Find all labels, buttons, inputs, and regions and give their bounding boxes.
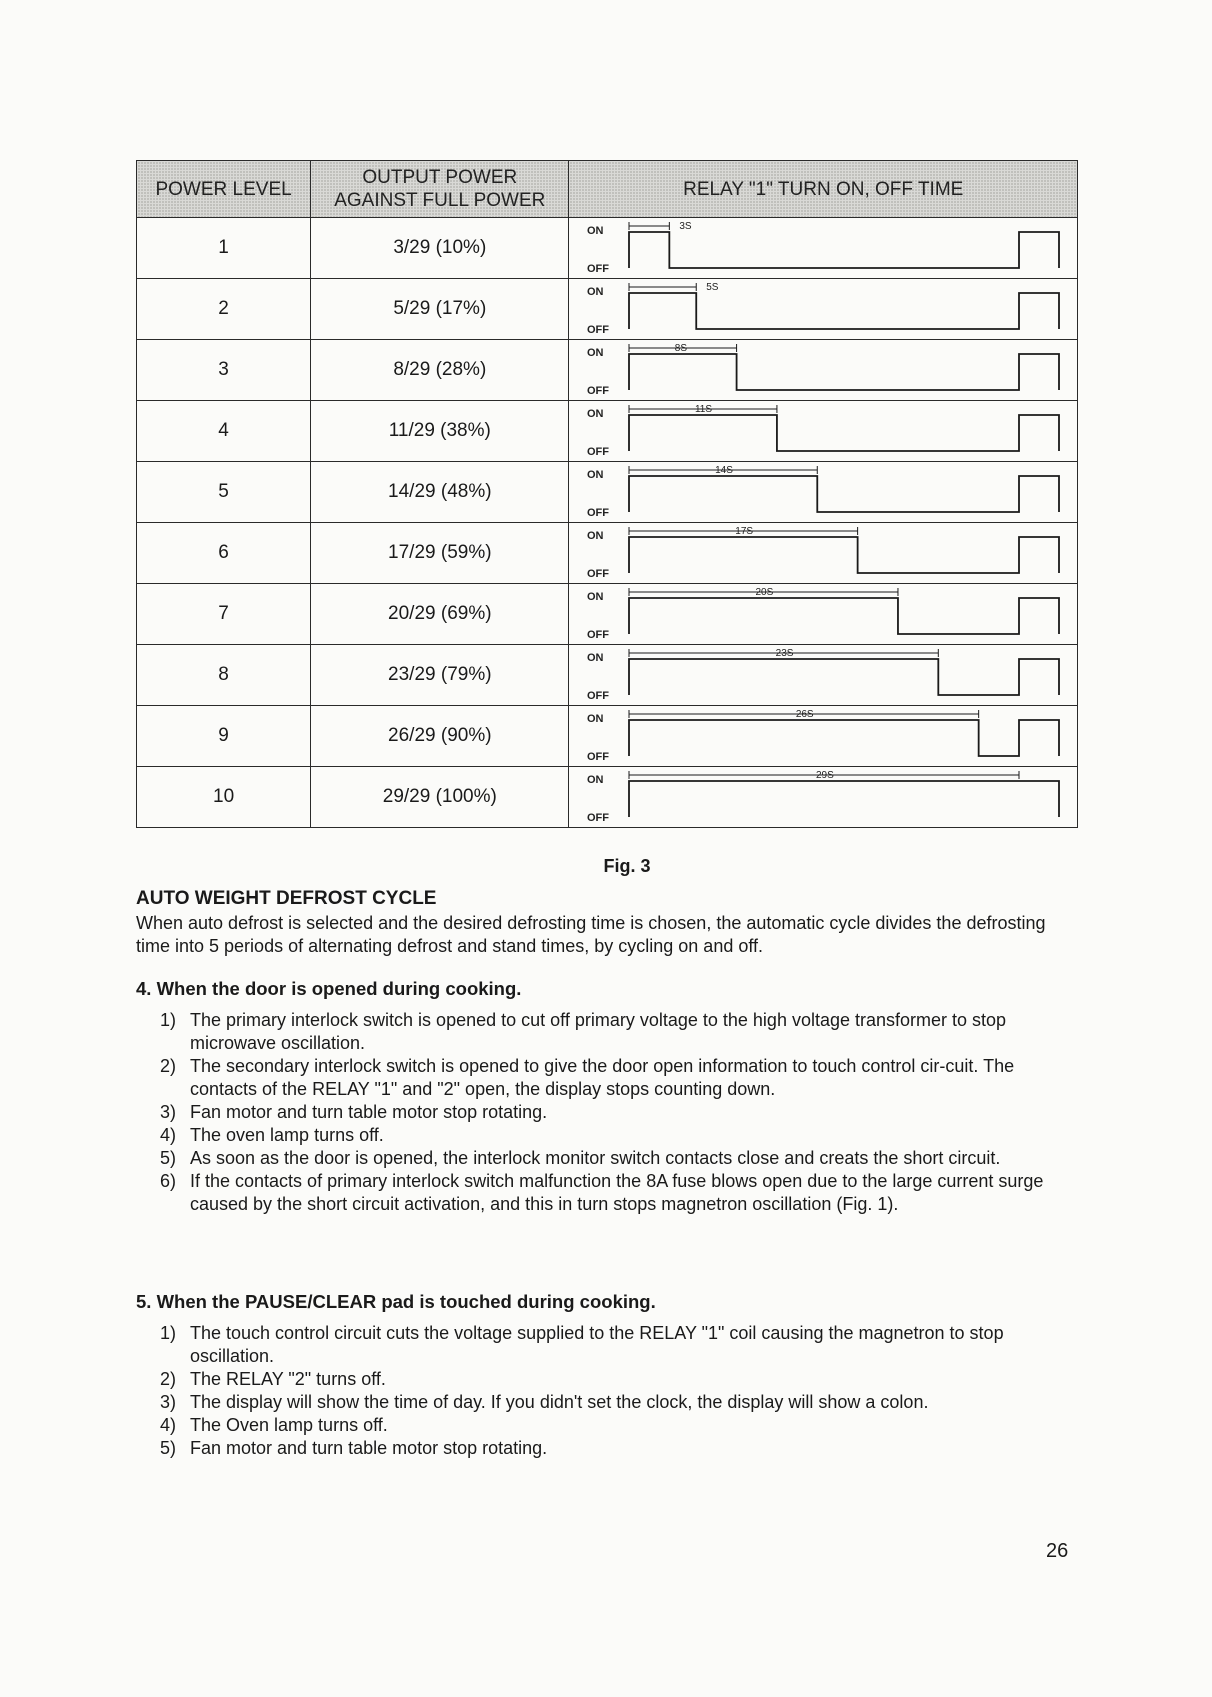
list-number: 2) (160, 1369, 177, 1389)
on-label: ON (587, 713, 604, 725)
list-item (160, 1368, 1080, 1391)
list-number: 4) (160, 1415, 177, 1435)
output-power-cell: 26/29 (90%) (311, 706, 569, 767)
list-item (160, 1391, 1080, 1414)
list-number: 5) (160, 1438, 177, 1458)
table-row (137, 523, 1078, 584)
list-item (160, 1147, 1080, 1170)
relay-waveform (569, 645, 1077, 705)
output-power-cell: 3/29 (10%) (311, 218, 569, 279)
relay-on-pulse (629, 659, 1059, 695)
on-time-label: 3S (679, 221, 693, 232)
figure-caption: Fig. 3 (603, 856, 651, 876)
table-row (137, 279, 1078, 340)
page-number: 26 (1046, 1540, 1069, 1562)
list-text: The display will show the time of day. If you didn't set the clock, the display will show a colon. (190, 1392, 929, 1412)
relay-waveform (569, 462, 1077, 522)
off-label: OFF (587, 385, 610, 397)
power-level-cell: 4 (137, 401, 311, 462)
output-power-cell: 17/29 (59%) (311, 523, 569, 584)
output-power-cell: 14/29 (48%) (311, 462, 569, 523)
list-item (160, 1170, 1080, 1216)
time-dimension-arrow (629, 283, 696, 291)
relay-timing-cell (569, 523, 1078, 584)
relay-on-pulse (629, 476, 1059, 512)
relay-timing-cell (569, 279, 1078, 340)
on-time-label: 11S (695, 404, 713, 415)
on-label: ON (587, 591, 604, 603)
relay-timing-cell (569, 645, 1078, 706)
on-label: ON (587, 225, 604, 237)
relay-waveform (569, 401, 1077, 461)
list-item (160, 1322, 1080, 1368)
power-level-cell: 1 (137, 218, 311, 279)
relay-waveform (569, 279, 1077, 339)
relay-on-pulse (629, 537, 1059, 573)
list-text: The touch control circuit cuts the voltage supplied to the RELAY "1" coil causing the magnetron to stop oscillation. (190, 1323, 1004, 1366)
on-time-label: 14S (715, 465, 734, 476)
list-text: The secondary interlock switch is opened to give the door open information to touch control cir-cuit. The contacts of the RELAY "1" and "2" open, the display stops counting down. (190, 1056, 1015, 1099)
header-power-level: POWER LEVEL (137, 161, 311, 218)
off-label: OFF (587, 690, 610, 702)
list-item (160, 1414, 1080, 1437)
on-label: ON (587, 530, 604, 542)
heading-pause-clear: 5. When the PAUSE/CLEAR pad is touched during cooking. (136, 1291, 656, 1312)
list-item (160, 1009, 1080, 1055)
on-time-label: 8S (675, 343, 688, 354)
list-text: As soon as the door is opened, the interlock monitor switch contacts close and creats the short circuit. (190, 1148, 1001, 1168)
off-label: OFF (587, 446, 610, 458)
time-dimension-arrow (629, 222, 669, 230)
relay-on-pulse (629, 293, 1059, 329)
list-item (160, 1101, 1080, 1124)
list-number: 3) (160, 1102, 177, 1122)
relay-on-pulse (629, 720, 1059, 756)
relay-waveform (569, 584, 1077, 644)
list-number: 5) (160, 1148, 177, 1168)
power-level-cell: 6 (137, 523, 311, 584)
off-label: OFF (587, 629, 610, 641)
table-row (137, 218, 1078, 279)
output-power-cell: 5/29 (17%) (311, 279, 569, 340)
on-time-label: 5S (706, 282, 719, 293)
relay-waveform (569, 218, 1077, 278)
table-body (137, 218, 1078, 828)
relay-on-pulse (629, 354, 1059, 390)
relay-on-pulse (629, 232, 1059, 268)
power-level-cell: 3 (137, 340, 311, 401)
list-number: 1) (160, 1323, 177, 1343)
list-text: The RELAY "2" turns off. (190, 1369, 386, 1389)
off-label: OFF (587, 751, 610, 763)
header-output-power (311, 161, 569, 218)
relay-waveform (569, 523, 1077, 583)
off-label: OFF (587, 812, 610, 824)
on-time-label: 17S (735, 526, 754, 537)
door-opened-list (160, 1009, 1080, 1216)
on-label: ON (587, 774, 604, 786)
table-row (137, 706, 1078, 767)
list-text: If the contacts of primary interlock switch malfunction the 8A fuse blows open due to the large current surge caused by the short circuit activation, and this in turn stops magnetron oscillation (Fig. 1). (190, 1171, 1044, 1214)
list-text: Fan motor and turn table motor stop rotating. (190, 1438, 548, 1458)
on-label: ON (587, 469, 604, 481)
list-item (160, 1055, 1080, 1101)
relay-timing-cell (569, 706, 1078, 767)
section-paragraph: When auto defrost is selected and the desired defrosting time is chosen, the automatic cycle divides the defrosting time into 5 periods of alternating defrost and stand times, by cycling on and off. (136, 913, 1046, 956)
relay-waveform (569, 706, 1077, 766)
on-label: ON (587, 652, 604, 664)
relay-on-pulse (629, 598, 1059, 634)
list-number: 6) (160, 1171, 177, 1191)
output-power-cell: 23/29 (79%) (311, 645, 569, 706)
table-row (137, 340, 1078, 401)
header-output-power-line2: AGAINST FULL POWER (334, 190, 546, 211)
relay-timing-cell (569, 462, 1078, 523)
on-time-label: 26S (796, 709, 815, 720)
power-level-cell: 7 (137, 584, 311, 645)
off-label: OFF (587, 507, 610, 519)
power-level-cell: 2 (137, 279, 311, 340)
on-label: ON (587, 408, 604, 420)
power-level-cell: 5 (137, 462, 311, 523)
header-relay-time: RELAY "1" TURN ON, OFF TIME (569, 161, 1078, 218)
header-output-power-line1: OUTPUT POWER (362, 167, 518, 188)
list-text: Fan motor and turn table motor stop rotating. (190, 1102, 548, 1122)
list-text: The oven lamp turns off. (190, 1125, 384, 1145)
table-row (137, 645, 1078, 706)
output-power-cell: 8/29 (28%) (311, 340, 569, 401)
power-level-cell: 9 (137, 706, 311, 767)
output-power-cell: 20/29 (69%) (311, 584, 569, 645)
list-text: The Oven lamp turns off. (190, 1415, 388, 1435)
on-time-label: 20S (755, 587, 774, 598)
relay-waveform (569, 340, 1077, 400)
heading-door-opened: 4. When the door is opened during cooking. (136, 978, 522, 999)
relay-timing-cell (569, 218, 1078, 279)
table-row (137, 401, 1078, 462)
pause-clear-list (160, 1322, 1080, 1460)
off-label: OFF (587, 568, 610, 580)
table-row (137, 462, 1078, 523)
output-power-cell: 29/29 (100%) (311, 767, 569, 828)
list-number: 2) (160, 1056, 177, 1076)
relay-timing-cell (569, 340, 1078, 401)
power-level-table (136, 160, 1078, 828)
figure-caption-wrap (0, 856, 1212, 877)
section-title: AUTO WEIGHT DEFROST CYCLE (136, 888, 437, 909)
list-item (160, 1437, 1080, 1460)
list-number: 4) (160, 1125, 177, 1145)
off-label: OFF (587, 324, 610, 336)
relay-waveform (569, 767, 1077, 827)
on-label: ON (587, 286, 604, 298)
power-level-cell: 8 (137, 645, 311, 706)
list-number: 3) (160, 1392, 177, 1412)
table-header-row (137, 161, 1078, 218)
list-number: 1) (160, 1010, 177, 1030)
table-row (137, 584, 1078, 645)
relay-timing-cell (569, 767, 1078, 828)
on-label: ON (587, 347, 604, 359)
relay-timing-cell (569, 584, 1078, 645)
list-text: The primary interlock switch is opened to cut off primary voltage to the high voltage transformer to stop microwave oscillation. (190, 1010, 1007, 1053)
table-row (137, 767, 1078, 828)
list-item (160, 1124, 1080, 1147)
output-power-cell: 11/29 (38%) (311, 401, 569, 462)
off-label: OFF (587, 263, 610, 275)
relay-on-pulse (629, 415, 1059, 451)
relay-timing-cell (569, 401, 1078, 462)
power-level-cell: 10 (137, 767, 311, 828)
on-time-label: 23S (776, 648, 794, 659)
relay-on-pulse (629, 781, 1059, 817)
on-time-label: 29S (816, 770, 835, 781)
